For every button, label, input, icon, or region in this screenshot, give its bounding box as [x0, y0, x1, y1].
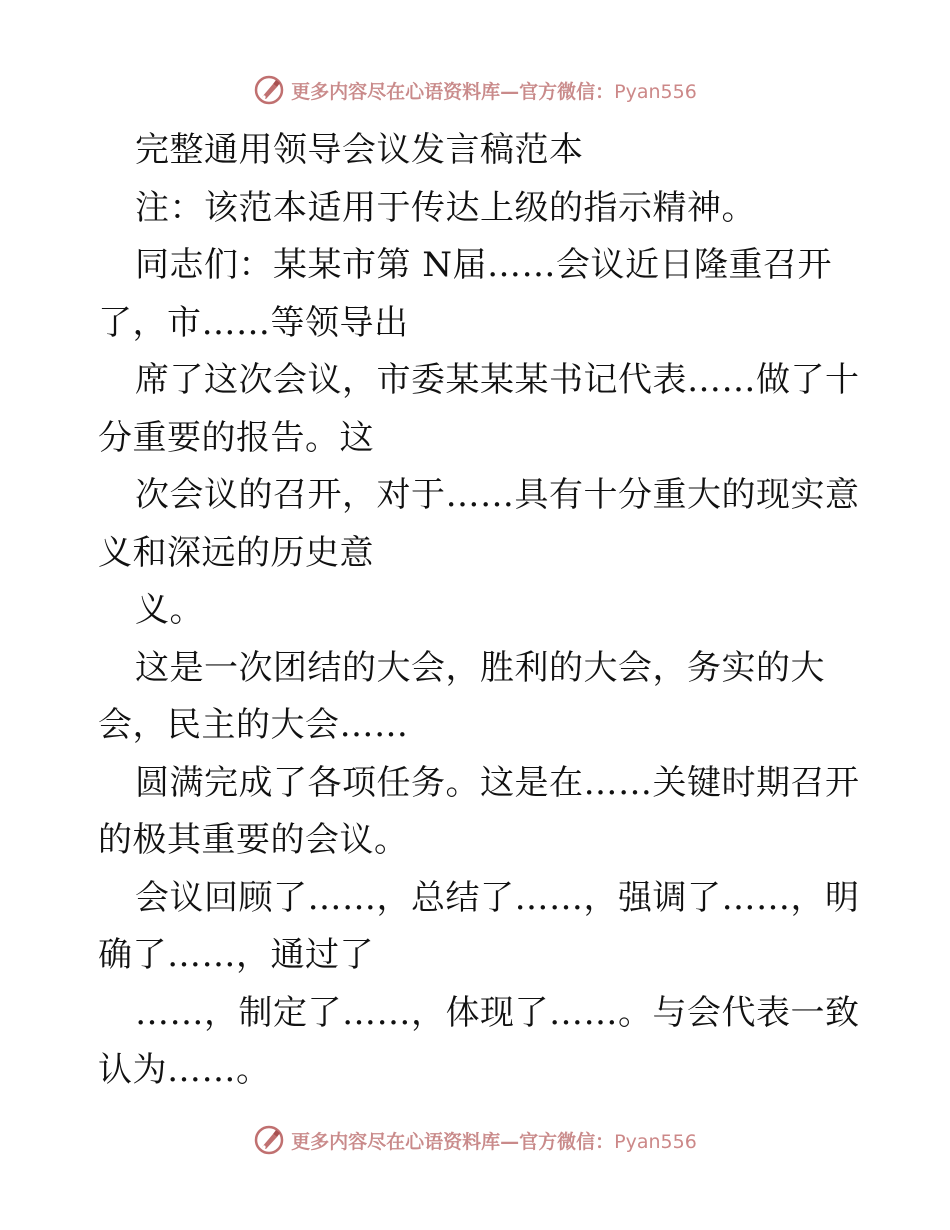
pen-logo-icon [253, 1124, 285, 1156]
text-line: 的极其重要的会议。 [98, 820, 409, 860]
text-line: 圆满完成了各项任务。这是在……关键时期召开 [135, 762, 860, 803]
text-line: 义和深远的历史意 [98, 532, 374, 573]
header-watermark [0, 70, 950, 110]
text-line: 同志们：某某市第 N届……会议近日隆重召开 [135, 245, 833, 285]
text-line: 次会议的召开，对于……具有十分重大的现实意 [135, 475, 860, 515]
text-line: 席了这次会议，市委某某某书记代表……做了十 [135, 360, 860, 400]
footer-watermark [0, 1120, 950, 1160]
text-line: 注：该范本适用于传达上级的指示精神。 [135, 187, 756, 228]
text-line: 分重要的报告。这 [98, 417, 374, 458]
text-line: 确了……，通过了 [98, 935, 374, 975]
watermark-id: Pyan556 [614, 1130, 697, 1153]
text-line: 义。 [135, 590, 204, 630]
document-body [98, 122, 858, 1100]
watermark-text: 更多内容尽在心语资料库—官方微信：Pyan556 [291, 1130, 697, 1153]
watermark-text: 更多内容尽在心语资料库—官方微信：Pyan556 [291, 80, 697, 103]
text-line: 会，民主的大会…… [98, 705, 409, 745]
pen-logo-icon [253, 74, 285, 106]
text-line: 完整通用领导会议发言稿范本 [135, 130, 584, 170]
text-line: 这是一次团结的大会，胜利的大会，务实的大 [135, 647, 825, 688]
text-line: 认为……。 [98, 1050, 271, 1090]
text-line: 会议回顾了……，总结了……，强调了……，明 [135, 877, 860, 918]
text-line: 了，市……等领导出 [98, 302, 409, 343]
text-line: ……，制定了……，体现了……。与会代表一致 [135, 992, 860, 1033]
watermark-id: Pyan556 [614, 80, 697, 103]
